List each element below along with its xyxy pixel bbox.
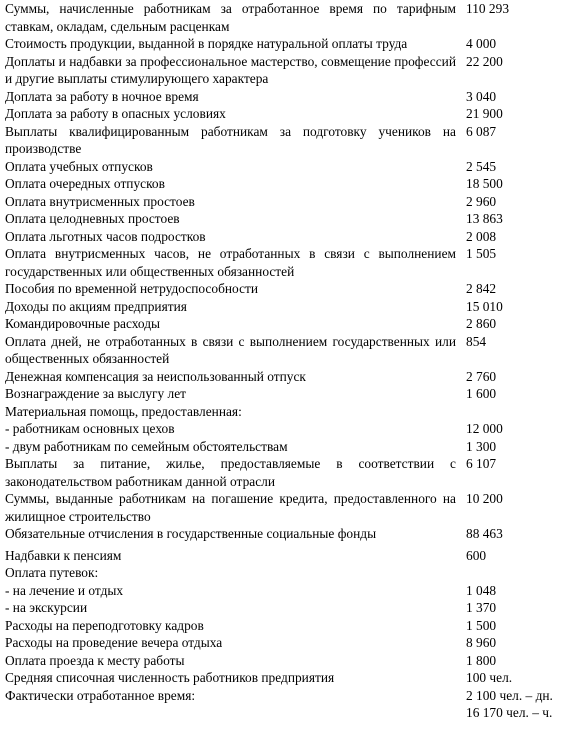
item-value: 21 900 [466, 106, 503, 121]
item-label: Командировочные расходы [5, 316, 161, 331]
item-value-cell [462, 455, 571, 490]
table-row [0, 582, 571, 600]
item-value: 18 500 [466, 176, 503, 191]
table-row [0, 228, 571, 246]
item-value: 2 842 [466, 281, 497, 296]
item-value-cell [462, 687, 571, 722]
item-value-cell [462, 669, 571, 687]
item-label: Оплата путевок: [5, 565, 99, 580]
table-row [0, 403, 571, 421]
item-value: 2 760 [466, 368, 497, 384]
table-row [0, 158, 571, 176]
table-row [0, 599, 571, 617]
table-row [0, 652, 571, 670]
table-row [0, 298, 571, 316]
item-value-cell [462, 617, 571, 635]
table-row [0, 210, 571, 228]
item-value: 16 170 чел. – ч. [466, 705, 553, 720]
item-value-cell [462, 420, 571, 438]
item-value: 6 087 [466, 123, 497, 139]
item-value-cell [462, 315, 571, 333]
item-value: 2 100 чел. – дн. [466, 687, 553, 703]
item-label: Оплата очередных отпусков [5, 176, 165, 191]
item-value-cell [462, 0, 571, 35]
table-row [0, 687, 571, 722]
item-label: Суммы, начисленные работникам за отработанное время по тарифным ставкам, окладам, сдельным расценкам [5, 1, 456, 34]
item-label: Денежная компенсация за неиспользованный отпуск [5, 368, 306, 384]
item-value: 2 860 [466, 316, 497, 331]
item-label: Выплаты квалифицированным работникам за подготовку учеников на производстве [5, 123, 456, 156]
item-label: Стоимость продукции, выданной в порядке натуральной оплаты труда [5, 36, 408, 51]
item-value: 12 000 [466, 421, 503, 436]
item-label: Средняя списочная численность работников предприятия [5, 670, 335, 685]
item-value-cell [462, 105, 571, 123]
item-label: Расходы на переподготовку кадров [5, 617, 204, 633]
table-row [0, 35, 571, 53]
table-row [0, 385, 571, 403]
item-value-cell [462, 525, 571, 543]
item-value-cell [462, 564, 571, 582]
item-value: 22 200 [466, 53, 503, 69]
table-row [0, 0, 571, 35]
item-value: 10 200 [466, 491, 503, 506]
item-label: Пособия по временной нетрудоспособности [5, 281, 259, 296]
item-value-cell [462, 385, 571, 403]
item-label: - двум работникам по семейным обстоятельствам [5, 438, 288, 454]
item-value: 600 [466, 547, 487, 563]
item-value: 15 010 [466, 298, 503, 314]
item-value: 4 000 [466, 36, 497, 51]
table-row [0, 368, 571, 386]
item-label: Доплаты и надбавки за профессиональное мастерство, совмещение профессий и другие выплаты стимулирующего характера [5, 53, 456, 86]
table-row [0, 617, 571, 635]
item-value: 1 505 [466, 246, 497, 261]
table-row [0, 105, 571, 123]
item-value: 1 300 [466, 438, 497, 454]
table-row [0, 438, 571, 456]
item-label: Обязательные отчисления в государственные социальные фонды [5, 526, 377, 541]
item-value-cell [462, 88, 571, 106]
item-value: 1 370 [466, 600, 497, 615]
item-value-cell [462, 228, 571, 246]
item-label: Оплата внутрисменных часов, не отработанных в связи с выполнением государственных или общественных обязанностей [5, 246, 456, 279]
item-label: Доплата за работу в ночное время [5, 88, 199, 104]
table-row [0, 88, 571, 106]
item-value: 1 048 [466, 582, 497, 598]
item-label: - на экскурсии [5, 600, 88, 615]
item-label: Вознаграждение за выслугу лет [5, 386, 187, 401]
item-label: - работникам основных цехов [5, 421, 175, 436]
item-label: Доходы по акциям предприятия [5, 298, 187, 314]
item-label: Оплата дней, не отработанных в связи с выполнением государственных или общественных обязанностей [5, 333, 456, 366]
item-label: Расходы на проведение вечера отдыха [5, 635, 223, 650]
item-value-cell [462, 298, 571, 316]
item-value: 1 500 [466, 617, 497, 633]
item-value-cell [462, 582, 571, 600]
table-row [0, 175, 571, 193]
item-value-cell [462, 35, 571, 53]
item-label: Оплата внутрисменных простоев [5, 193, 195, 209]
table-row [0, 420, 571, 438]
table-row [0, 455, 571, 490]
item-value: 1 800 [466, 652, 497, 668]
item-value-cell [462, 634, 571, 652]
table-row [0, 564, 571, 582]
item-value-cell [462, 123, 571, 158]
item-value: 2 008 [466, 228, 497, 244]
item-label: Оплата учебных отпусков [5, 158, 153, 174]
item-label: Оплата проезда к месту работы [5, 652, 185, 668]
item-value: 6 107 [466, 456, 497, 471]
item-label: Доплата за работу в опасных условиях [5, 106, 226, 121]
item-value-cell [462, 543, 571, 565]
item-value: 1 600 [466, 386, 497, 401]
item-value-cell [462, 245, 571, 280]
table-row [0, 634, 571, 652]
item-value-cell [462, 53, 571, 88]
table-row [0, 53, 571, 88]
item-label: Суммы, выданные работникам на погашение кредита, предоставленного на жилищное строительство [5, 491, 456, 524]
table-row [0, 543, 571, 565]
table-row [0, 333, 571, 368]
item-value-cell [462, 652, 571, 670]
item-label: Надбавки к пенсиям [5, 547, 122, 563]
item-value: 88 463 [466, 526, 503, 541]
item-value: 8 960 [466, 635, 497, 650]
item-label: Оплата целодневных простоев [5, 211, 180, 226]
item-value: 100 чел. [466, 670, 513, 685]
item-value-cell [462, 368, 571, 386]
item-value-cell [462, 333, 571, 368]
table-row [0, 490, 571, 525]
item-value-cell [462, 438, 571, 456]
item-label: Оплата льготных часов подростков [5, 228, 206, 244]
item-value: 2 960 [466, 193, 497, 209]
table-row [0, 525, 571, 543]
table-row [0, 193, 571, 211]
item-label: - на лечение и отдых [5, 582, 124, 598]
item-value: 110 293 [466, 1, 510, 16]
item-value-cell [462, 193, 571, 211]
table-row [0, 123, 571, 158]
item-label: Материальная помощь, предоставленная: [5, 403, 242, 419]
item-value-cell [462, 210, 571, 228]
item-label: Фактически отработанное время: [5, 687, 196, 703]
table-row [0, 669, 571, 687]
item-value: 3 040 [466, 88, 497, 104]
table-row [0, 280, 571, 298]
item-value-cell [462, 280, 571, 298]
item-value: 854 [466, 333, 487, 349]
item-value-cell [462, 490, 571, 525]
table-row [0, 315, 571, 333]
item-value-cell [462, 599, 571, 617]
item-value-cell [462, 403, 571, 421]
item-label: Выплаты за питание, жилье, предоставляемые в соответствии с законодательством работникам данной отрасли [5, 456, 456, 489]
item-value: 13 863 [466, 211, 503, 226]
item-value-cell [462, 175, 571, 193]
item-value-cell [462, 158, 571, 176]
item-value: 2 545 [466, 158, 497, 174]
table-row [0, 245, 571, 280]
